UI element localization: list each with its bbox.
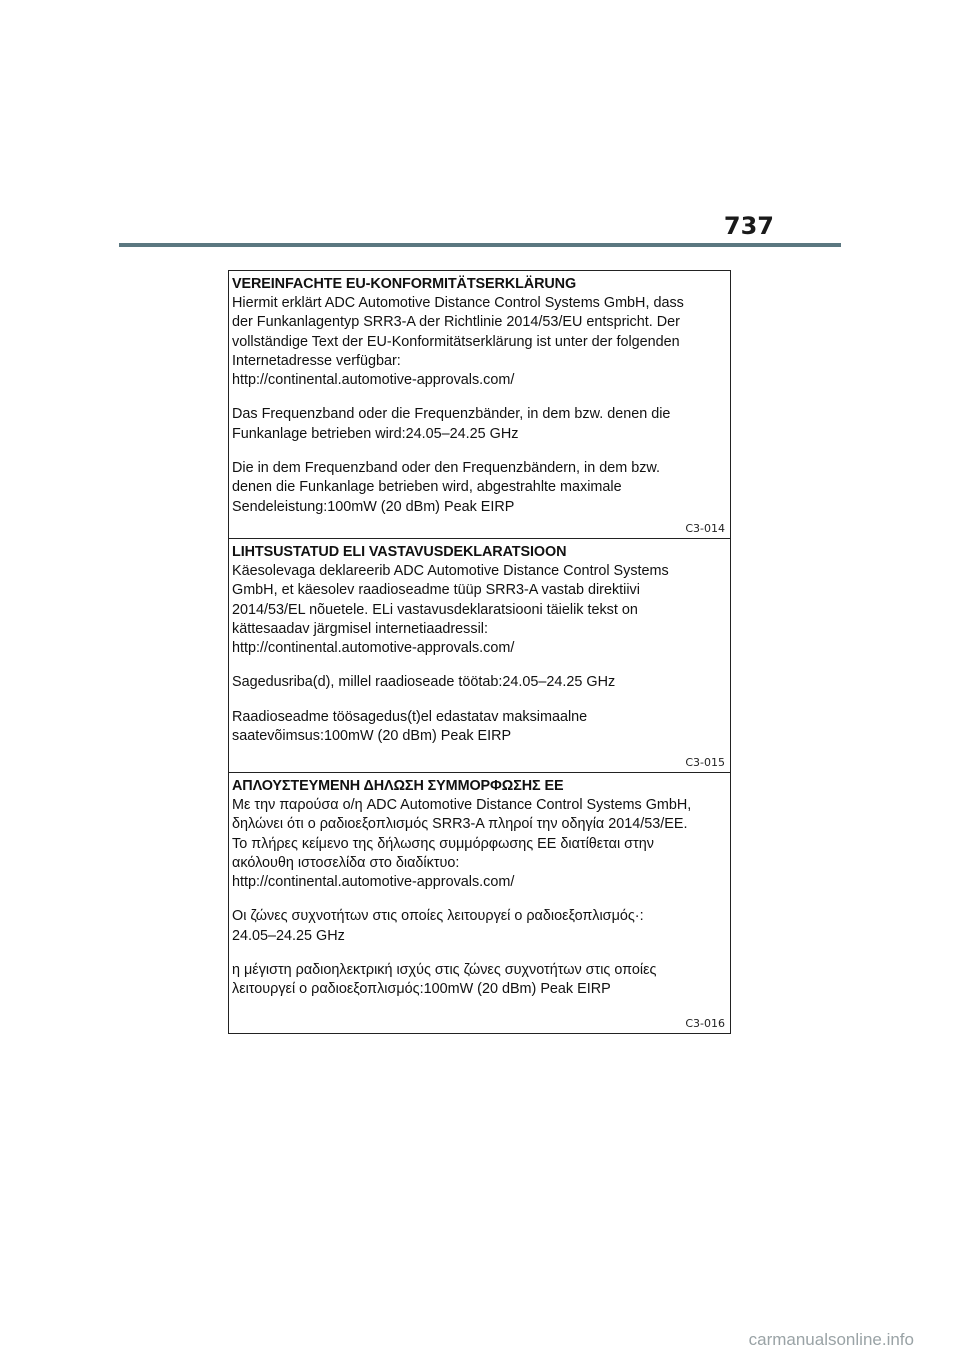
approval-url: http://continental.automotive-approvals.com/ [232,372,515,389]
approval-url: http://continental.automotive-approvals.com/ [232,874,515,891]
figure-code: C3-016 [685,1017,725,1030]
intro-text: Με την παρούσα ο/η ADC Automotive Distance Control Systems GmbH, δηλώνει ότι ο ραδιοεξοπλισμός SRR3-A πληροί την οδηγία 2014/53/ΕΕ. Το πλήρες κείμενο της δήλωσης συμμόρφωσης ΕΕ διατίθεται στην ακόλουθη ιστοσελίδα στο διαδίκτυο: [232,797,692,871]
frequency-band-text: Οι ζώνες συχνοτήτων στις οποίες λειτουργεί ο ραδιοεξοπλισμός·: 24.05–24.25 GHz [232,908,644,944]
declaration-block-et [229,539,730,773]
page-number: 737 [723,212,774,240]
declaration-block-de [229,271,730,539]
header-rule [119,243,841,247]
intro-text: Hiermit erklärt ADC Automotive Distance Control Systems GmbH, dass der Funkanlagentyp SRR3-A der Richtlinie 2014/53/EU entspricht. Der vollständige Text der EU-Konformitätserklärung ist unter der folgenden Internetadresse verfügbar: [232,295,684,369]
intro-text: Käesolevaga deklareerib ADC Automotive Distance Control Systems GmbH, et käesolev raadioseadme tüüp SRR3-A vastab direktiivi 2014/53/EL nõuetele. ELi vastavusdeklaratsiooni täielik tekst on kättesaadav järgmisel internetiaadressil: [232,563,669,637]
figure-code: C3-014 [685,522,725,535]
declaration-block-el [229,773,730,1033]
declaration-frame [228,270,731,1034]
frequency-band-text: Sagedusriba(d), millel raadioseade töötab:24.05–24.25 GHz [232,674,616,691]
block-title: ΑΠΛΟΥΣΤΕΥΜΕΝΗ ΔΗΛΩΣΗ ΣΥΜΜΟΡΦΩΣΗΣ ΕΕ [232,778,564,794]
figure-code: C3-015 [685,756,725,769]
max-power-text: η μέγιστη ραδιοηλεκτρική ισχύς στις ζώνες συχνοτήτων στις οποίες λειτουργεί ο ραδιοεξοπλισμός:100mW (20 dBm) Peak EIRP [232,962,657,998]
block-title: VEREINFACHTE EU-KONFORMITÄTSERKLÄRUNG [232,276,577,292]
watermark-text: carmanualsonline.info [748,1330,914,1349]
block-title: LIHTSUSTATUD ELI VASTAVUSDEKLARATSIOON [232,544,567,560]
approval-url: http://continental.automotive-approvals.com/ [232,640,515,657]
max-power-text: Raadioseadme töösagedus(t)el edastatav maksimaalne saatevõimsus:100mW (20 dBm) Peak EIRP [232,708,588,745]
max-power-text: Die in dem Frequenzband oder den Frequenzbändern, in dem bzw. denen die Funkanlage betrieben wird, abgestrahlte maximale Sendeleistung:100mW (20 dBm) Peak EIRP [232,460,660,515]
frequency-band-text: Das Frequenzband oder die Frequenzbänder, in dem bzw. denen die Funkanlage betrieben wird:24.05–24.25 GHz [232,406,671,442]
